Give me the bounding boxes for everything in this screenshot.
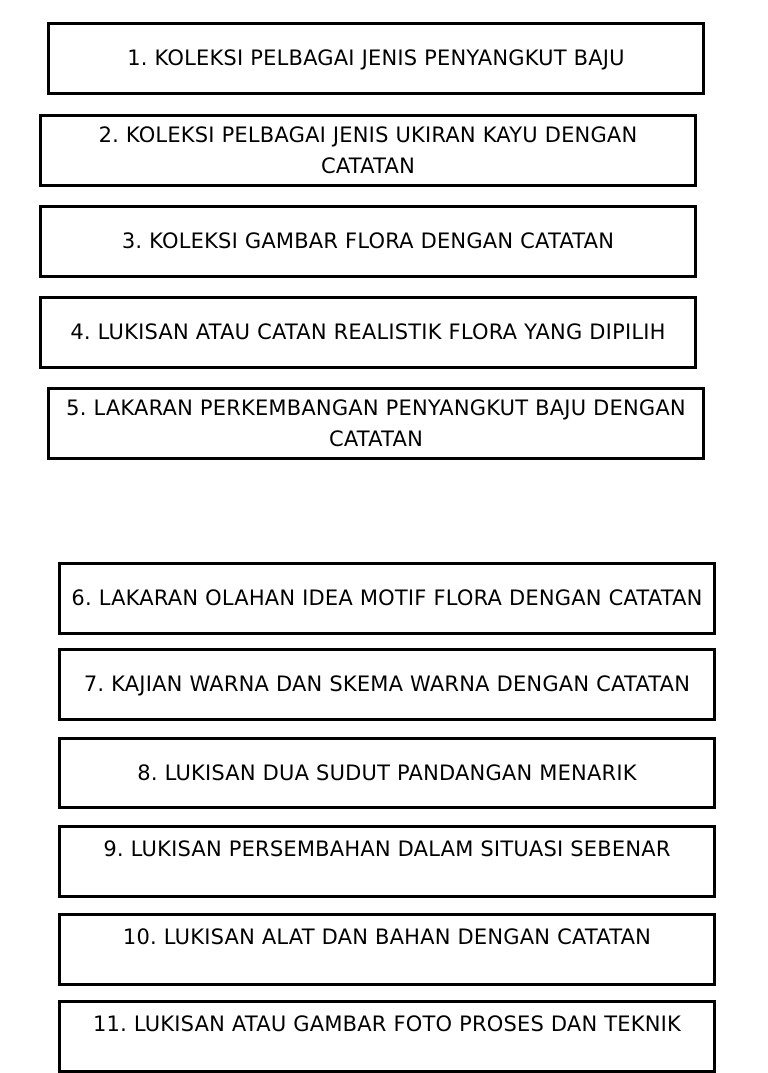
- checklist-item-label: 8. LUKISAN DUA SUDUT PANDANGAN MENARIK: [137, 760, 637, 785]
- checklist-item-8: [58, 737, 716, 809]
- checklist-item-label: 10. LUKISAN ALAT DAN BAHAN DENGAN CATATAN: [122, 925, 652, 949]
- checklist-item-11: [58, 1000, 716, 1073]
- checklist-item-1: [47, 22, 705, 95]
- checklist-item-2: [39, 114, 697, 187]
- checklist-item-label: 6. LAKARAN OLAHAN IDEA MOTIF FLORA DENGAN CATATAN: [71, 586, 703, 610]
- checklist-item-label: 3. KOLEKSI GAMBAR FLORA DENGAN CATATAN: [121, 229, 615, 253]
- checklist-item-4: [39, 296, 697, 369]
- checklist-item-3: [39, 205, 697, 278]
- checklist-item-label: 7. KAJIAN WARNA DAN SKEMA WARNA DENGAN CATATAN: [83, 672, 691, 696]
- checklist-item-7: [58, 648, 716, 721]
- checklist-item-label: 1. KOLEKSI PELBAGAI JENIS PENYANGKUT BAJU: [127, 46, 625, 70]
- checklist-item-label: 9. LUKISAN PERSEMBAHAN DALAM SITUASI SEBENAR: [103, 837, 671, 861]
- checklist-item-10: [58, 913, 716, 986]
- checklist-item-9: [58, 825, 716, 898]
- checklist-item-5: [47, 387, 705, 460]
- checklist-item-label: 2. KOLEKSI PELBAGAI JENIS UKIRAN KAYU DENGAN CATATAN: [98, 122, 638, 178]
- checklist-item-label: 11. LUKISAN ATAU GAMBAR FOTO PROSES DAN TEKNIK: [93, 1012, 681, 1036]
- checklist-item-label: 4. LUKISAN ATAU CATAN REALISTIK FLORA YANG DIPILIH: [70, 320, 666, 344]
- checklist-item-label: 5. LAKARAN PERKEMBANGAN PENYANGKUT BAJU DENGAN CATATAN: [66, 395, 686, 451]
- checklist-item-6: [58, 562, 716, 635]
